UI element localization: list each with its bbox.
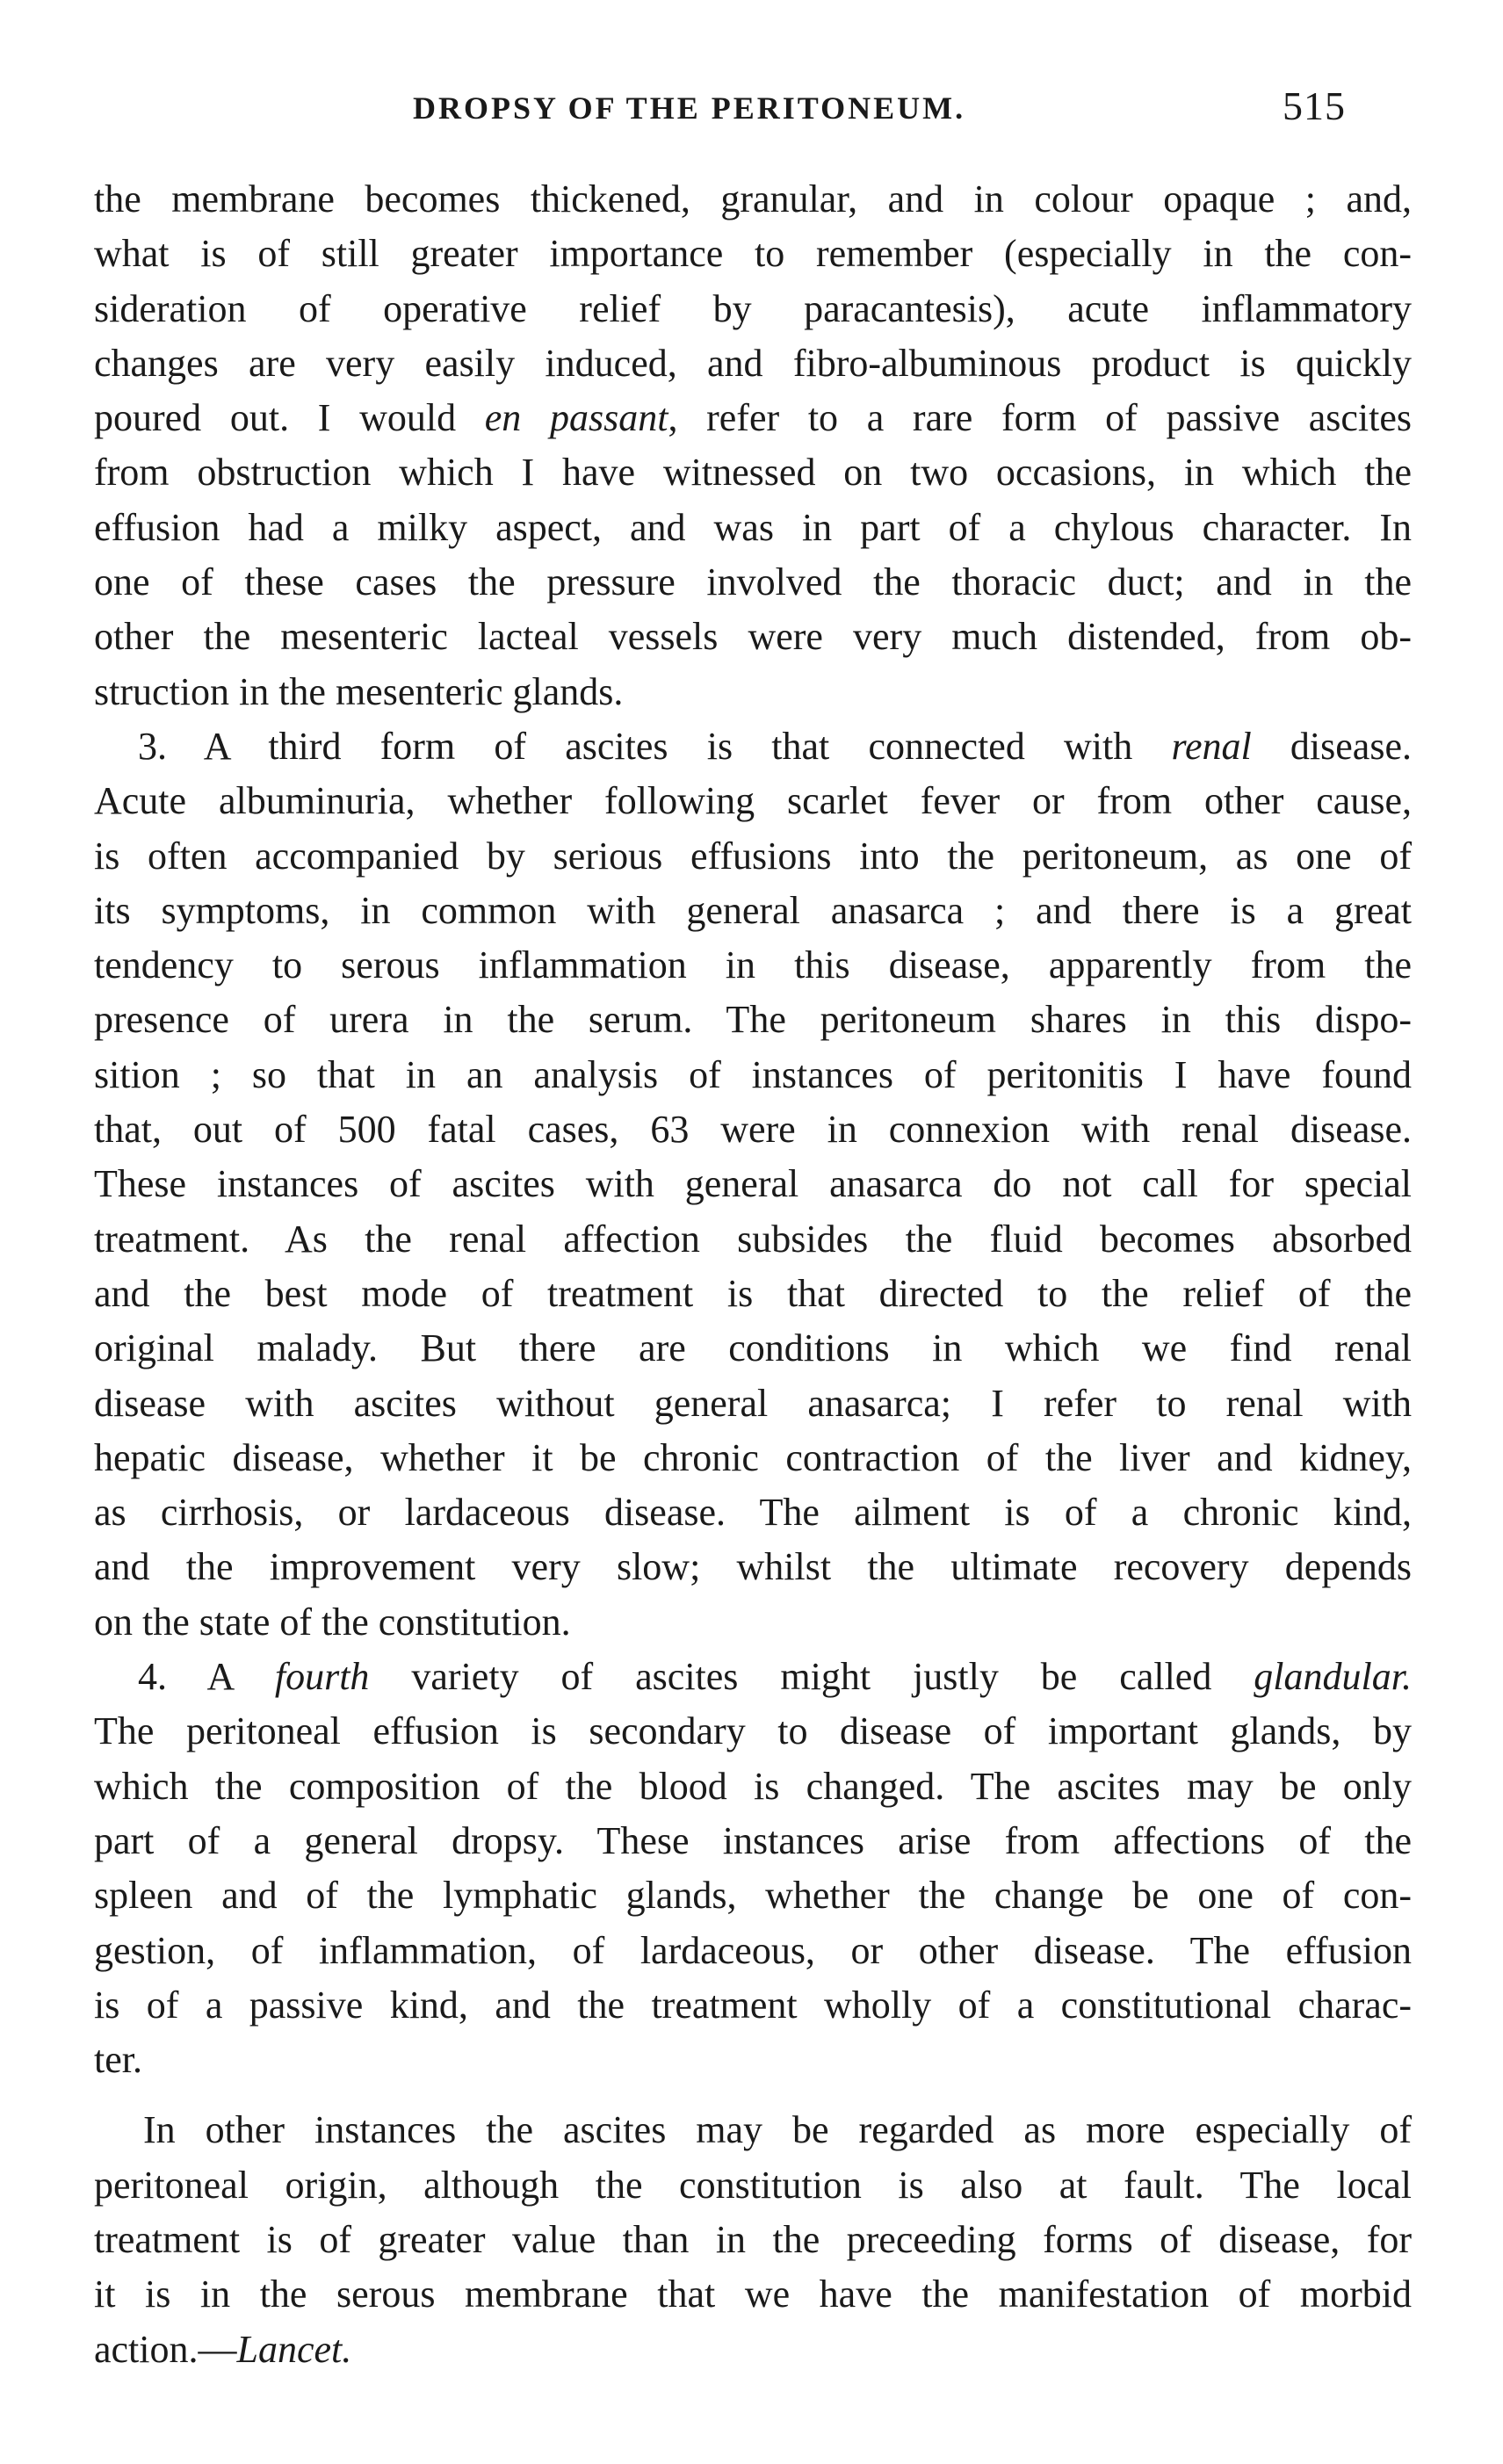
- text-segment: and the best mode of treatment is that directed to the relief of the: [94, 1271, 1412, 1315]
- text-segment: and the improvement very slow; whilst the ultimate recovery depends: [94, 1545, 1412, 1589]
- text-line: [94, 1650, 1412, 1704]
- text-segment: These instances of ascites with general anasarca do not call for special: [94, 1162, 1412, 1206]
- text-segment: 4. A: [138, 1655, 275, 1699]
- text-segment: disease with ascites without general anasarca; I refer to renal with: [94, 1381, 1412, 1425]
- running-head: [0, 81, 1503, 134]
- text-line: [94, 829, 1412, 884]
- text-segment: treatment. As the renal affection subsides the fluid becomes absorbed: [94, 1217, 1412, 1261]
- text-line: [94, 2033, 1412, 2087]
- italic-text: fourth: [274, 1655, 370, 1699]
- text-line: [94, 2158, 1412, 2213]
- text-line: [94, 719, 1412, 774]
- text-segment: that, out of 500 fatal cases, 63 were in connexion with renal disease.: [94, 1108, 1412, 1152]
- text-line: [94, 2103, 1412, 2157]
- text-segment: 3. A third form of ascites is that connected with: [138, 724, 1172, 768]
- text-line: [94, 993, 1412, 1047]
- text-segment: variety of ascites might justly be called: [369, 1655, 1254, 1699]
- text-segment: poured out. I would: [94, 396, 485, 440]
- text-segment: gestion, of inflammation, of lardaceous, or other disease. The effusion: [94, 1928, 1412, 1972]
- italic-text: en passant: [484, 396, 668, 440]
- text-segment: sition ; so that in an analysis of instances of peritonitis I have found: [94, 1052, 1412, 1096]
- text-line: [94, 1048, 1412, 1102]
- text-segment: one of these cases the pressure involved the thoracic duct; and in the: [94, 560, 1412, 604]
- text-line: [94, 1431, 1412, 1485]
- text-segment: The peritoneal effusion is secondary to disease of important glands, by: [94, 1709, 1412, 1753]
- text-line: [94, 774, 1412, 828]
- italic-text: glandular.: [1254, 1655, 1412, 1699]
- text-line: [94, 336, 1412, 391]
- text-line: [94, 1759, 1412, 1814]
- paragraph-gap: [94, 2087, 1412, 2103]
- text-segment: the membrane becomes thickened, granular, and in colour opaque ; and,: [94, 177, 1412, 220]
- text-segment: other the mesenteric lacteal vessels were very much distended, from ob-: [94, 615, 1412, 659]
- text-line: [94, 555, 1412, 610]
- text-line: [94, 1704, 1412, 1759]
- running-title: DROPSY OF THE PERITONEUM.: [413, 90, 966, 126]
- text-line: [94, 665, 1412, 719]
- text-line: [94, 501, 1412, 555]
- page-number: 515: [1283, 83, 1346, 128]
- text-line: [94, 1595, 1412, 1650]
- text-line: [94, 1267, 1412, 1321]
- text-segment: what is of still greater importance to remember (especially in the con-: [94, 232, 1412, 276]
- text-segment: it is in the serous membrane that we have the manifestation of morbid: [94, 2273, 1412, 2316]
- text-line: [94, 1924, 1412, 1978]
- text-line: [94, 1212, 1412, 1267]
- text-line: [94, 938, 1412, 993]
- paragraph: [94, 1650, 1412, 2087]
- text-segment: spleen and of the lymphatic glands, whether the change be one of con-: [94, 1874, 1412, 1918]
- text-segment: tendency to serous inflammation in this disease, apparently from the: [94, 943, 1412, 987]
- text-segment: , refer to a rare form of passive ascites: [668, 396, 1412, 440]
- text-line: [94, 1485, 1412, 1540]
- paragraph: [94, 172, 1412, 719]
- text-segment: effusion had a milky aspect, and was in part of a chylous character. In: [94, 505, 1412, 549]
- text-line: [94, 227, 1412, 281]
- text-segment: its symptoms, in common with general anasarca ; and there is a great: [94, 888, 1412, 932]
- text-segment: on the state of the constitution.: [94, 1600, 571, 1644]
- text-segment: presence of urera in the serum. The peritoneum shares in this dispo-: [94, 998, 1412, 1042]
- text-segment: struction in the mesenteric glands.: [94, 669, 624, 713]
- text-line: [94, 1540, 1412, 1594]
- text-line: [94, 2267, 1412, 2322]
- text-line: [94, 610, 1412, 664]
- text-line: [94, 2323, 1412, 2377]
- text-line: [94, 282, 1412, 336]
- text-line: [94, 1868, 1412, 1923]
- text-line: [94, 2213, 1412, 2267]
- text-segment: hepatic disease, whether it be chronic contraction of the liver and kidney,: [94, 1435, 1412, 1479]
- text-segment: is of a passive kind, and the treatment wholly of a constitutional charac-: [94, 1983, 1412, 2027]
- text-segment: changes are very easily induced, and fibro-albuminous product is quickly: [94, 341, 1412, 385]
- text-line: [94, 1157, 1412, 1211]
- text-segment: which the composition of the blood is changed. The ascites may be only: [94, 1764, 1412, 1808]
- paragraph: [94, 719, 1412, 1650]
- text-segment: Acute albuminuria, whether following scarlet fever or from other cause,: [94, 779, 1412, 823]
- text-segment: ter.: [94, 2038, 142, 2082]
- text-line: [94, 1102, 1412, 1157]
- text-line: [94, 445, 1412, 500]
- text-segment: original malady. But there are conditions in which we find renal: [94, 1326, 1412, 1370]
- text-segment: part of a general dropsy. These instances arise from affections of the: [94, 1818, 1412, 1862]
- text-segment: as cirrhosis, or lardaceous disease. The ailment is of a chronic kind,: [94, 1491, 1412, 1535]
- text-line: [94, 1321, 1412, 1376]
- text-segment: is often accompanied by serious effusions into the peritoneum, as one of: [94, 834, 1412, 878]
- text-line: [94, 1978, 1412, 2033]
- paragraph: [94, 2103, 1412, 2376]
- italic-text: Lancet.: [236, 2327, 352, 2371]
- italic-text: renal: [1171, 724, 1252, 768]
- text-line: [94, 884, 1412, 938]
- text-segment: disease.: [1251, 724, 1412, 768]
- text-segment: action.—: [94, 2327, 237, 2371]
- text-line: [94, 391, 1412, 445]
- text-segment: treatment is of greater value than in the preceeding forms of disease, for: [94, 2217, 1412, 2261]
- text-segment: sideration of operative relief by paracantesis), acute inflammatory: [94, 286, 1412, 330]
- text-line: [94, 1814, 1412, 1868]
- text-segment: In other instances the ascites may be regarded as more especially of: [143, 2108, 1412, 2152]
- text-line: [94, 172, 1412, 227]
- text-line: [94, 1377, 1412, 1431]
- text-segment: from obstruction which I have witnessed on two occasions, in which the: [94, 451, 1412, 495]
- body-text: [94, 172, 1412, 2377]
- text-segment: peritoneal origin, although the constitution is also at fault. The local: [94, 2163, 1412, 2207]
